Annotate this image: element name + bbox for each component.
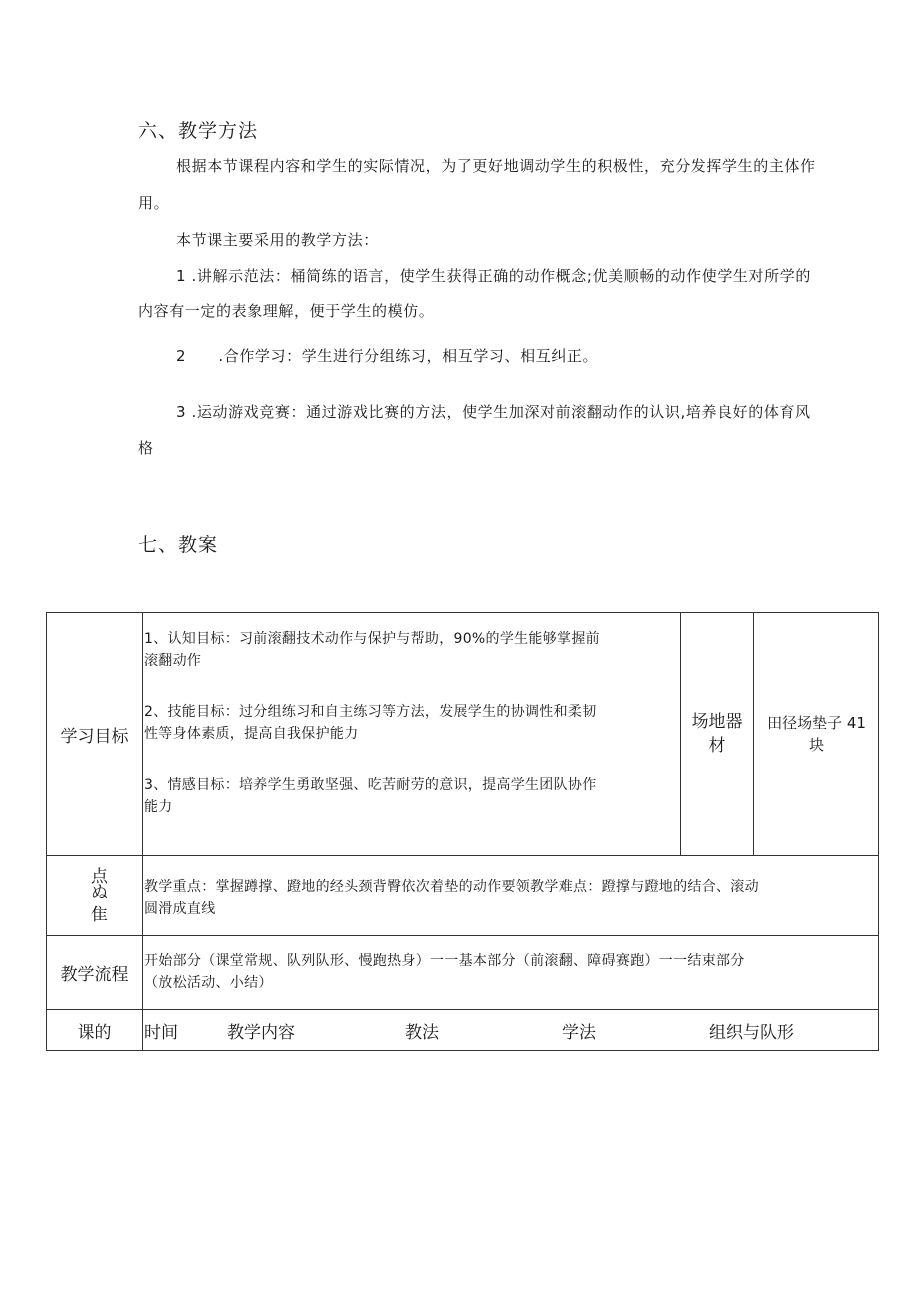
keypoints-text [144,876,878,920]
equipment-value-line1: 田径场垫子 41 [767,714,866,732]
method-item-3: 3 .运动游戏竞赛：通过游戏比赛的方法，使学生加深对前滚翻动作的认识,培养良好的体育风 [176,403,811,421]
flow-text [144,950,878,994]
goal-affective-line1: 3、情感目标：培养学生勇敢坚强、吃苦耐劳的意识，提高学生团队协作 [144,777,597,793]
method-item-2: 2 .合作学习：学生进行分组练习，相互学习、相互纠正。 [176,347,599,365]
keypoints-label [47,856,142,935]
header-time: 时间 [144,1022,178,1043]
header-lesson-part: 课的 [77,1022,112,1043]
header-organization: 组织与队形 [709,1022,794,1043]
flow-line2: （放松活动、小结） [144,975,273,991]
goal-skill [144,701,678,745]
keypoints-line2: 圆滑成直线 [144,901,216,917]
lesson-plan-table [46,612,879,1051]
equipment-label-line1: 场地器 [691,712,743,732]
equipment-label-line2: 材 [708,736,726,756]
goal-cognitive-line1: 1、认知目标：习前滚翻技术动作与保护与帮助，90%的学生能够掌握前 [144,631,600,647]
method-item-1-cont: 内容有一定的表象理解，便于学生的模仿。 [138,302,435,320]
keypoints-label-line3: 隹 [91,904,108,925]
methods-list-intro: 本节课主要采用的教学方法： [176,231,379,249]
equipment-value-line2: 块 [808,736,824,754]
goal-skill-line2: 性等身体素质，提高自我保护能力 [144,726,359,742]
goal-cognitive [144,628,678,672]
section-heading-lesson-plan: 七、教案 [138,534,219,556]
col-divider [142,613,143,1050]
goal-cognitive-line2: 滚翻动作 [144,653,202,669]
keypoints-label-line2: ぬ [91,882,108,903]
header-teaching-method: 教法 [405,1022,439,1043]
method-item-3-cont: 格 [138,439,154,457]
methods-intro-text: 根据本节课程内容和学生的实际情况，为了更好地调动学生的积极性，充分发挥学生的主体作 [176,157,816,175]
section-heading-teaching-methods: 六、教学方法 [138,120,259,142]
keypoints-label-line1: 点 [91,866,108,887]
header-teaching-content: 教学内容 [227,1022,295,1043]
goal-skill-line1: 2、技能目标：过分组练习和自主练习等方法，发展学生的协调性和柔韧 [144,704,597,720]
flow-line1: 开始部分（课堂常规、队列队形、慢跑热身）一一基本部分（前滚翻、障碍赛跑）一一结束部分 [144,953,745,969]
goal-affective-line2: 能力 [144,799,173,815]
equipment-value [754,613,879,855]
methods-intro-text-cont: 用。 [138,194,170,212]
header-learning-method: 学法 [562,1022,596,1043]
equipment-label [681,613,753,855]
row-divider [47,935,878,936]
method-item-1: 1 .讲解示范法：桶简练的语言，使学生获得正确的动作概念;优美顺畅的动作使学生对所学的 [176,267,811,285]
row-divider [47,855,878,856]
goal-affective [144,774,678,818]
flow-label: 教学流程 [60,965,129,985]
goals-label: 学习目标 [60,726,129,747]
keypoints-line1: 教学重点：掌握蹲撑、蹬地的经头颈背臀依次着垫的动作要领教学难点：蹬撑与蹬地的结合、滚动 [144,879,759,895]
